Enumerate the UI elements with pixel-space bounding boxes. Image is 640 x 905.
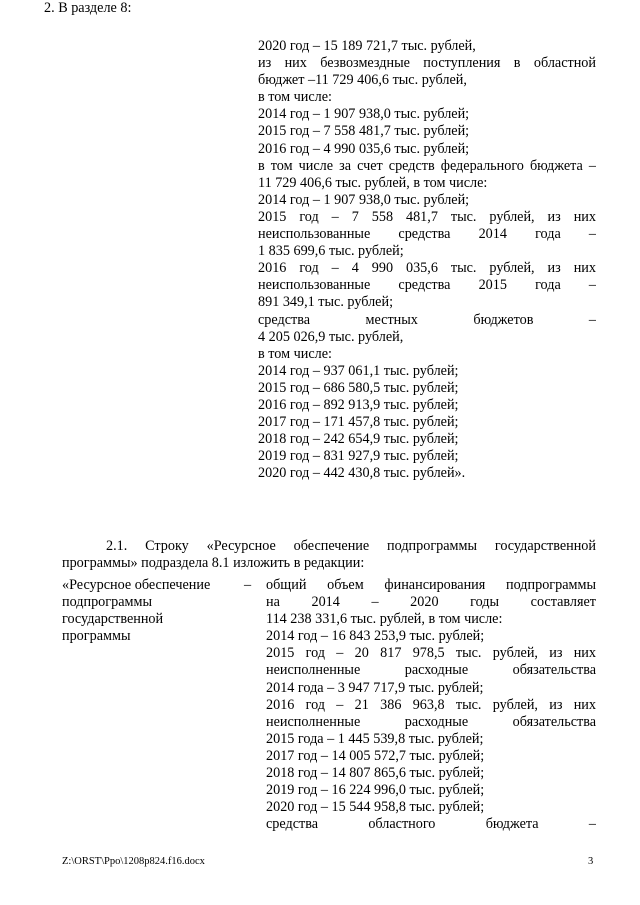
top-funding-line: 891 349,1 тыс. рублей;	[258, 294, 394, 311]
resource-value-line: на 2014 – 2020 годы составляет	[266, 594, 596, 611]
resource-value-line: 2015 года – 1 445 539,8 тыс. рублей;	[266, 730, 484, 747]
top-funding-line: бюджет –11 729 406,6 тыс. рублей,	[258, 72, 467, 89]
top-funding-line: 2014 год – 1 907 938,0 тыс. рублей;	[258, 106, 470, 123]
item-2-1-paragraph	[62, 538, 596, 572]
resource-value-line: общий объем финансирования подпрограммы	[266, 577, 596, 593]
resource-label-line: «Ресурсное обеспечение	[62, 577, 211, 593]
resource-value-line: 2019 год – 16 224 996,0 тыс. рублей;	[266, 782, 485, 799]
resource-value-column	[266, 577, 596, 833]
top-funding-line: 2015 год – 7 558 481,7 тыс. рублей;	[258, 123, 470, 140]
top-funding-line: 2016 год – 4 990 035,6 тыс. рублей;	[258, 140, 470, 157]
top-funding-line: 2020 год – 15 189 721,7 тыс. рублей,	[258, 38, 476, 54]
resource-value-line: средства областного бюджета –	[266, 816, 596, 833]
top-funding-block	[258, 38, 596, 482]
resource-value-line: 2016 год – 21 386 963,8 тыс. рублей, из них	[266, 696, 596, 713]
resource-value-line: 2018 год – 14 807 865,6 тыс. рублей;	[266, 765, 485, 782]
top-funding-line: 4 205 026,9 тыс. рублей,	[258, 328, 404, 345]
item-2-1-line-2: программы» подраздела 8.1 изложить в редакции:	[62, 555, 365, 572]
top-funding-line: в том числе:	[258, 345, 332, 362]
top-funding-line: 2015 год – 7 558 481,7 тыс. рублей, из них	[258, 208, 596, 225]
resource-label-line: программы	[62, 628, 131, 645]
top-funding-line: неиспользованные средства 2015 года –	[258, 277, 596, 294]
resource-value-line: 2020 год – 15 544 958,8 тыс. рублей;	[266, 799, 485, 816]
top-funding-line: неиспользованные средства 2014 года –	[258, 226, 596, 243]
top-funding-line: 2016 год – 4 990 035,6 тыс. рублей, из них	[258, 260, 596, 277]
top-funding-line: 2014 год – 1 907 938,0 тыс. рублей;	[258, 191, 470, 208]
resource-value-line: 2014 год – 16 843 253,9 тыс. рублей;	[266, 628, 485, 645]
footer-file-path: Z:\ORST\Ppo\1208p824.f16.docx	[62, 856, 205, 867]
top-funding-line: в том числе:	[258, 89, 332, 106]
resource-value-line: 2015 год – 20 817 978,5 тыс. рублей, из них	[266, 645, 596, 662]
resource-value-line: неисполненные расходные обязательства	[266, 662, 596, 679]
resource-value-line: 2017 год – 14 005 572,7 тыс. рублей;	[266, 747, 485, 764]
top-funding-line: 2019 год – 831 927,9 тыс. рублей;	[258, 448, 459, 465]
top-funding-line: 11 729 406,6 тыс. рублей, в том числе:	[258, 174, 488, 191]
resource-label-line: государственной	[62, 611, 164, 628]
resource-value-line: неисполненные расходные обязательства	[266, 713, 596, 730]
resource-label-line: подпрограммы	[62, 594, 152, 611]
footer-page-number: 3	[588, 856, 594, 867]
top-funding-line: 2016 год – 892 913,9 тыс. рублей;	[258, 396, 459, 413]
top-funding-line: 2018 год – 242 654,9 тыс. рублей;	[258, 431, 459, 448]
item-2-1-line-1: 2.1. Строку «Ресурсное обеспечение подпрограммы государственной	[106, 538, 596, 554]
resource-value-line: 2014 года – 3 947 717,9 тыс. рублей;	[266, 679, 484, 696]
resource-value-line: 114 238 331,6 тыс. рублей, в том числе:	[266, 611, 503, 628]
top-funding-line: 2014 год – 937 061,1 тыс. рублей;	[258, 362, 459, 379]
resource-dash: –	[244, 577, 252, 593]
top-funding-line: средства местных бюджетов –	[258, 311, 596, 328]
section-heading-text: 2. В разделе 8:	[44, 0, 132, 16]
section-heading	[0, 0, 534, 17]
resource-label-column	[62, 577, 242, 645]
top-funding-line: в том числе за счет средств федерального бюджета –	[258, 157, 596, 174]
top-funding-line: 1 835 699,6 тыс. рублей;	[258, 243, 404, 260]
top-funding-line: 2020 год – 442 430,8 тыс. рублей».	[258, 465, 466, 482]
top-funding-line: из них безвозмездные поступления в областной	[258, 55, 596, 72]
top-funding-line: 2015 год – 686 580,5 тыс. рублей;	[258, 379, 459, 396]
top-funding-line: 2017 год – 171 457,8 тыс. рублей;	[258, 414, 459, 431]
